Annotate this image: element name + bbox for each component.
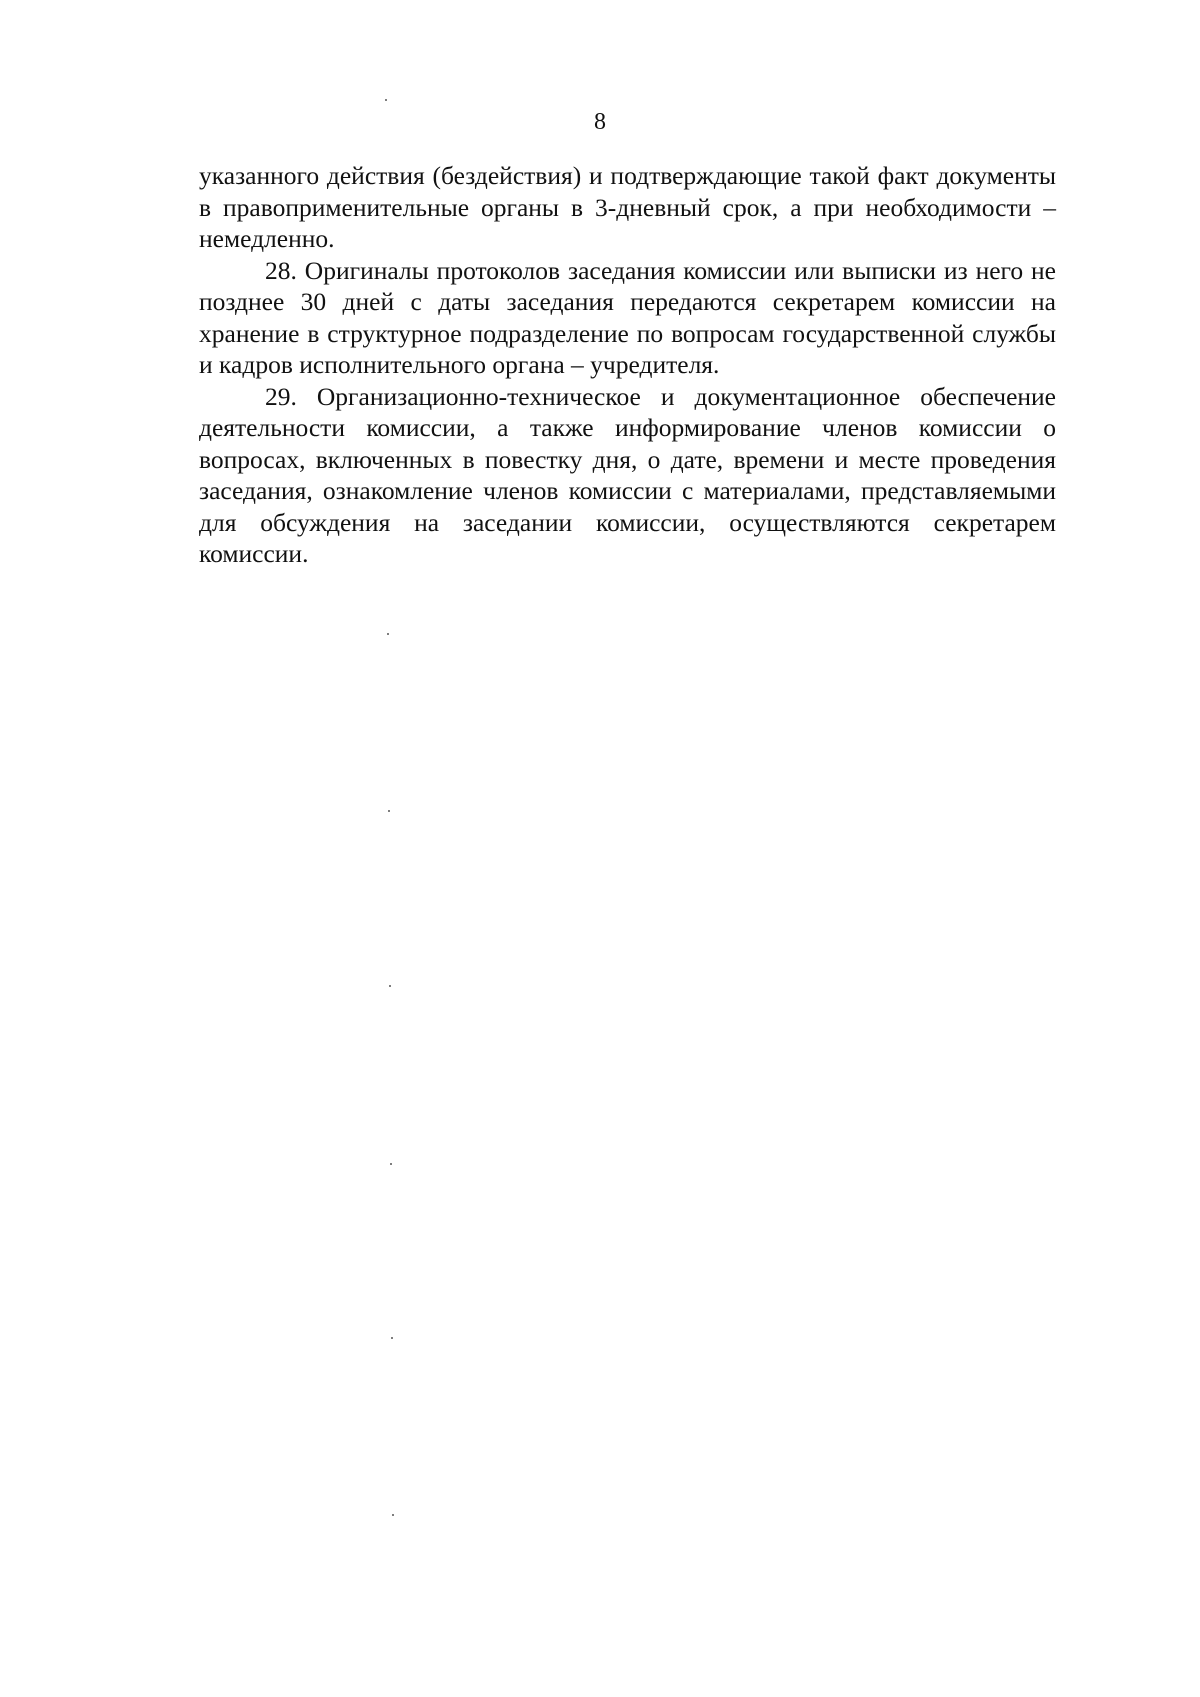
scan-speck	[391, 1337, 393, 1339]
document-body	[199, 160, 1056, 570]
scan-speck	[388, 810, 390, 812]
paragraph-28: 28. Оригиналы протоколов заседания комиссии или выписки из него не позднее 30 дней с даты заседания передаются секретарем комиссии на хранение в структурное подразделение по вопросам государственной службы и кадров исполнительного органа – учредителя.	[199, 255, 1056, 379]
paragraph-29: 29. Организационно-техническое и документационное обеспечение деятельности комиссии, а также информирование членов комиссии о вопросах, включенных в повестку дня, о дате, времени и месте проведения заседания, ознакомление членов комиссии с материалами, представляемыми для обсуждения на заседании комиссии, осуществляются секретарем комиссии.	[199, 381, 1056, 568]
page-number: 8	[594, 109, 606, 135]
scan-speck	[389, 985, 391, 987]
scan-speck	[387, 633, 389, 635]
paragraph-continuation: указанного действия (бездействия) и подтверждающие такой факт документы в правоприменительные органы в 3-дневный срок, а при необходимости – немедленно.	[199, 161, 1056, 253]
scan-speck	[392, 1514, 394, 1516]
scan-speck	[385, 99, 387, 101]
scan-speck	[390, 1163, 392, 1165]
